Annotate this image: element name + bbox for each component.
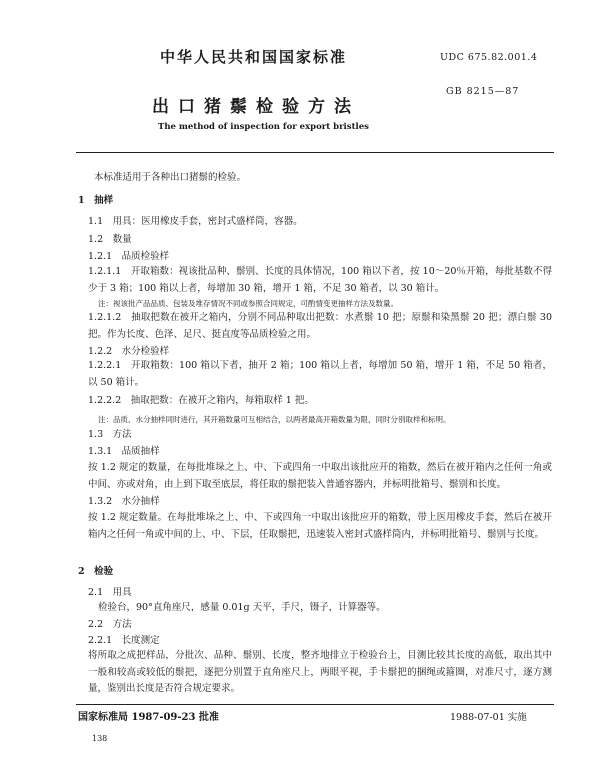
gb-code: GB 8215—87 (446, 86, 520, 97)
section-2-2: 2.2 方法 (88, 619, 132, 630)
section-1-3-2-text: 按 1.2 规定数量。在每批堆垛之上、中、下或四角一中取出该批应开的箱数，带上医用橡皮手套，然后在被开箱内之任何一角或中间的上、中、下层，任取鬃把，迅速装入密封式盛样筒内，并标明批箱号、鬃别与长度。 (88, 512, 552, 540)
footer-divider (76, 704, 554, 705)
section-2-1-text: 检验台，90°直角座尺，感量 0.01g 天平，手尺，镊子，计算器等。 (98, 602, 386, 613)
section-1-2: 1.2 数量 (88, 234, 132, 245)
section-2-2-1: 2.2.1 长度测定 (88, 635, 160, 646)
section-1-2-1-2: 1.2.1.2 抽取把数在被开之箱内，分别不同品种取出把数：水煮鬃 10 把；原鬃和染黑鬃 20 把；漂白鬃 30 把。作为长度、色泽、足尺、挺直度等品质检验之用。 (88, 312, 552, 340)
section-1-3-1: 1.3.1 品质抽样 (88, 446, 160, 457)
header-divider (76, 152, 554, 153)
section-2-heading: 2 检验 (78, 566, 114, 577)
standard-body-title: 中华人民共和国国家标准 (160, 48, 348, 66)
section-2-2-1-text: 将所取之成把样品，分批次、品种、鬃别、长度，整齐地排立于检验台上，目测比较其长度的高低，取出其中一般和较高或较低的鬃把，逐把分别置于直角座尺上，两眼平视，手卡鬃把的捆绳或箍圈，对准尺寸，逐方测量，鉴别出长度是否符合规定要求。 (88, 650, 552, 694)
section-1-2-1: 1.2.1 品质检验样 (88, 251, 170, 262)
page-number: 138 (92, 734, 108, 743)
section-1-3-2: 1.3.2 水分抽样 (88, 496, 160, 507)
section-2-1: 2.1 用具 (88, 587, 132, 598)
note-2: 注：品质、水分抽样同时进行，其开箱数量可互相结合，以两者最高开箱数量为限，同时分别取样和标明。 (98, 415, 451, 424)
section-1-2-2: 1.2.2 水分检验样 (88, 346, 170, 357)
section-1-2-2-1: 1.2.2.1 开取箱数：100 箱以下者，抽开 2 箱；100 箱以上者，每增加 50 箱，增开 1 箱，不足 50 箱者，以 50 箱计。 (88, 360, 552, 388)
effective-date: 1988-07-01 实施 (450, 712, 527, 723)
document-title: 出口猪鬃检验方法 (152, 97, 360, 117)
section-1-2-2-2: 1.2.2.2 抽取把数：在被开之箱内，每箱取样 1 把。 (88, 395, 314, 406)
section-1-2-1-1: 1.2.1.1 开取箱数：视该批品种、鬃别、长度的具体情况，100 箱以下者，按 10～20％开箱，每批基数不得少于 3 箱；100 箱以上者，每增加 30 箱，增开 1 箱，不足 30 箱者，以 30 箱计。 (88, 266, 552, 294)
section-1-heading: 1 抽样 (78, 195, 114, 206)
section-1-3: 1.3 方法 (88, 429, 132, 440)
note-1: 注：视该批产品品质、包装及堆存情况不同或参照合同规定，可酌情变更抽样方法及数量。 (98, 299, 398, 308)
intro-text: 本标准适用于各种出口猪鬃的检验。 (94, 172, 247, 183)
section-1-3-1-text: 按 1.2 规定的数量，在每批堆垛之上、中、下或四角一中取出该批应开的箱数，然后在被开箱内之任何一角或中间、亦或对角，由上到下取至底层，将任取的鬃把装入普通容器内，并标明批箱号、鬃别和长度。 (88, 462, 552, 490)
approval-date: 国家标准局 1987-09-23 批准 (78, 712, 219, 723)
section-1-1: 1.1 用具：医用橡皮手套，密封式盛样筒，容器。 (88, 216, 303, 227)
udc-code: UDC 675.82.001.4 (440, 52, 538, 63)
document-title-english: The method of inspection for export bristles (158, 122, 369, 132)
